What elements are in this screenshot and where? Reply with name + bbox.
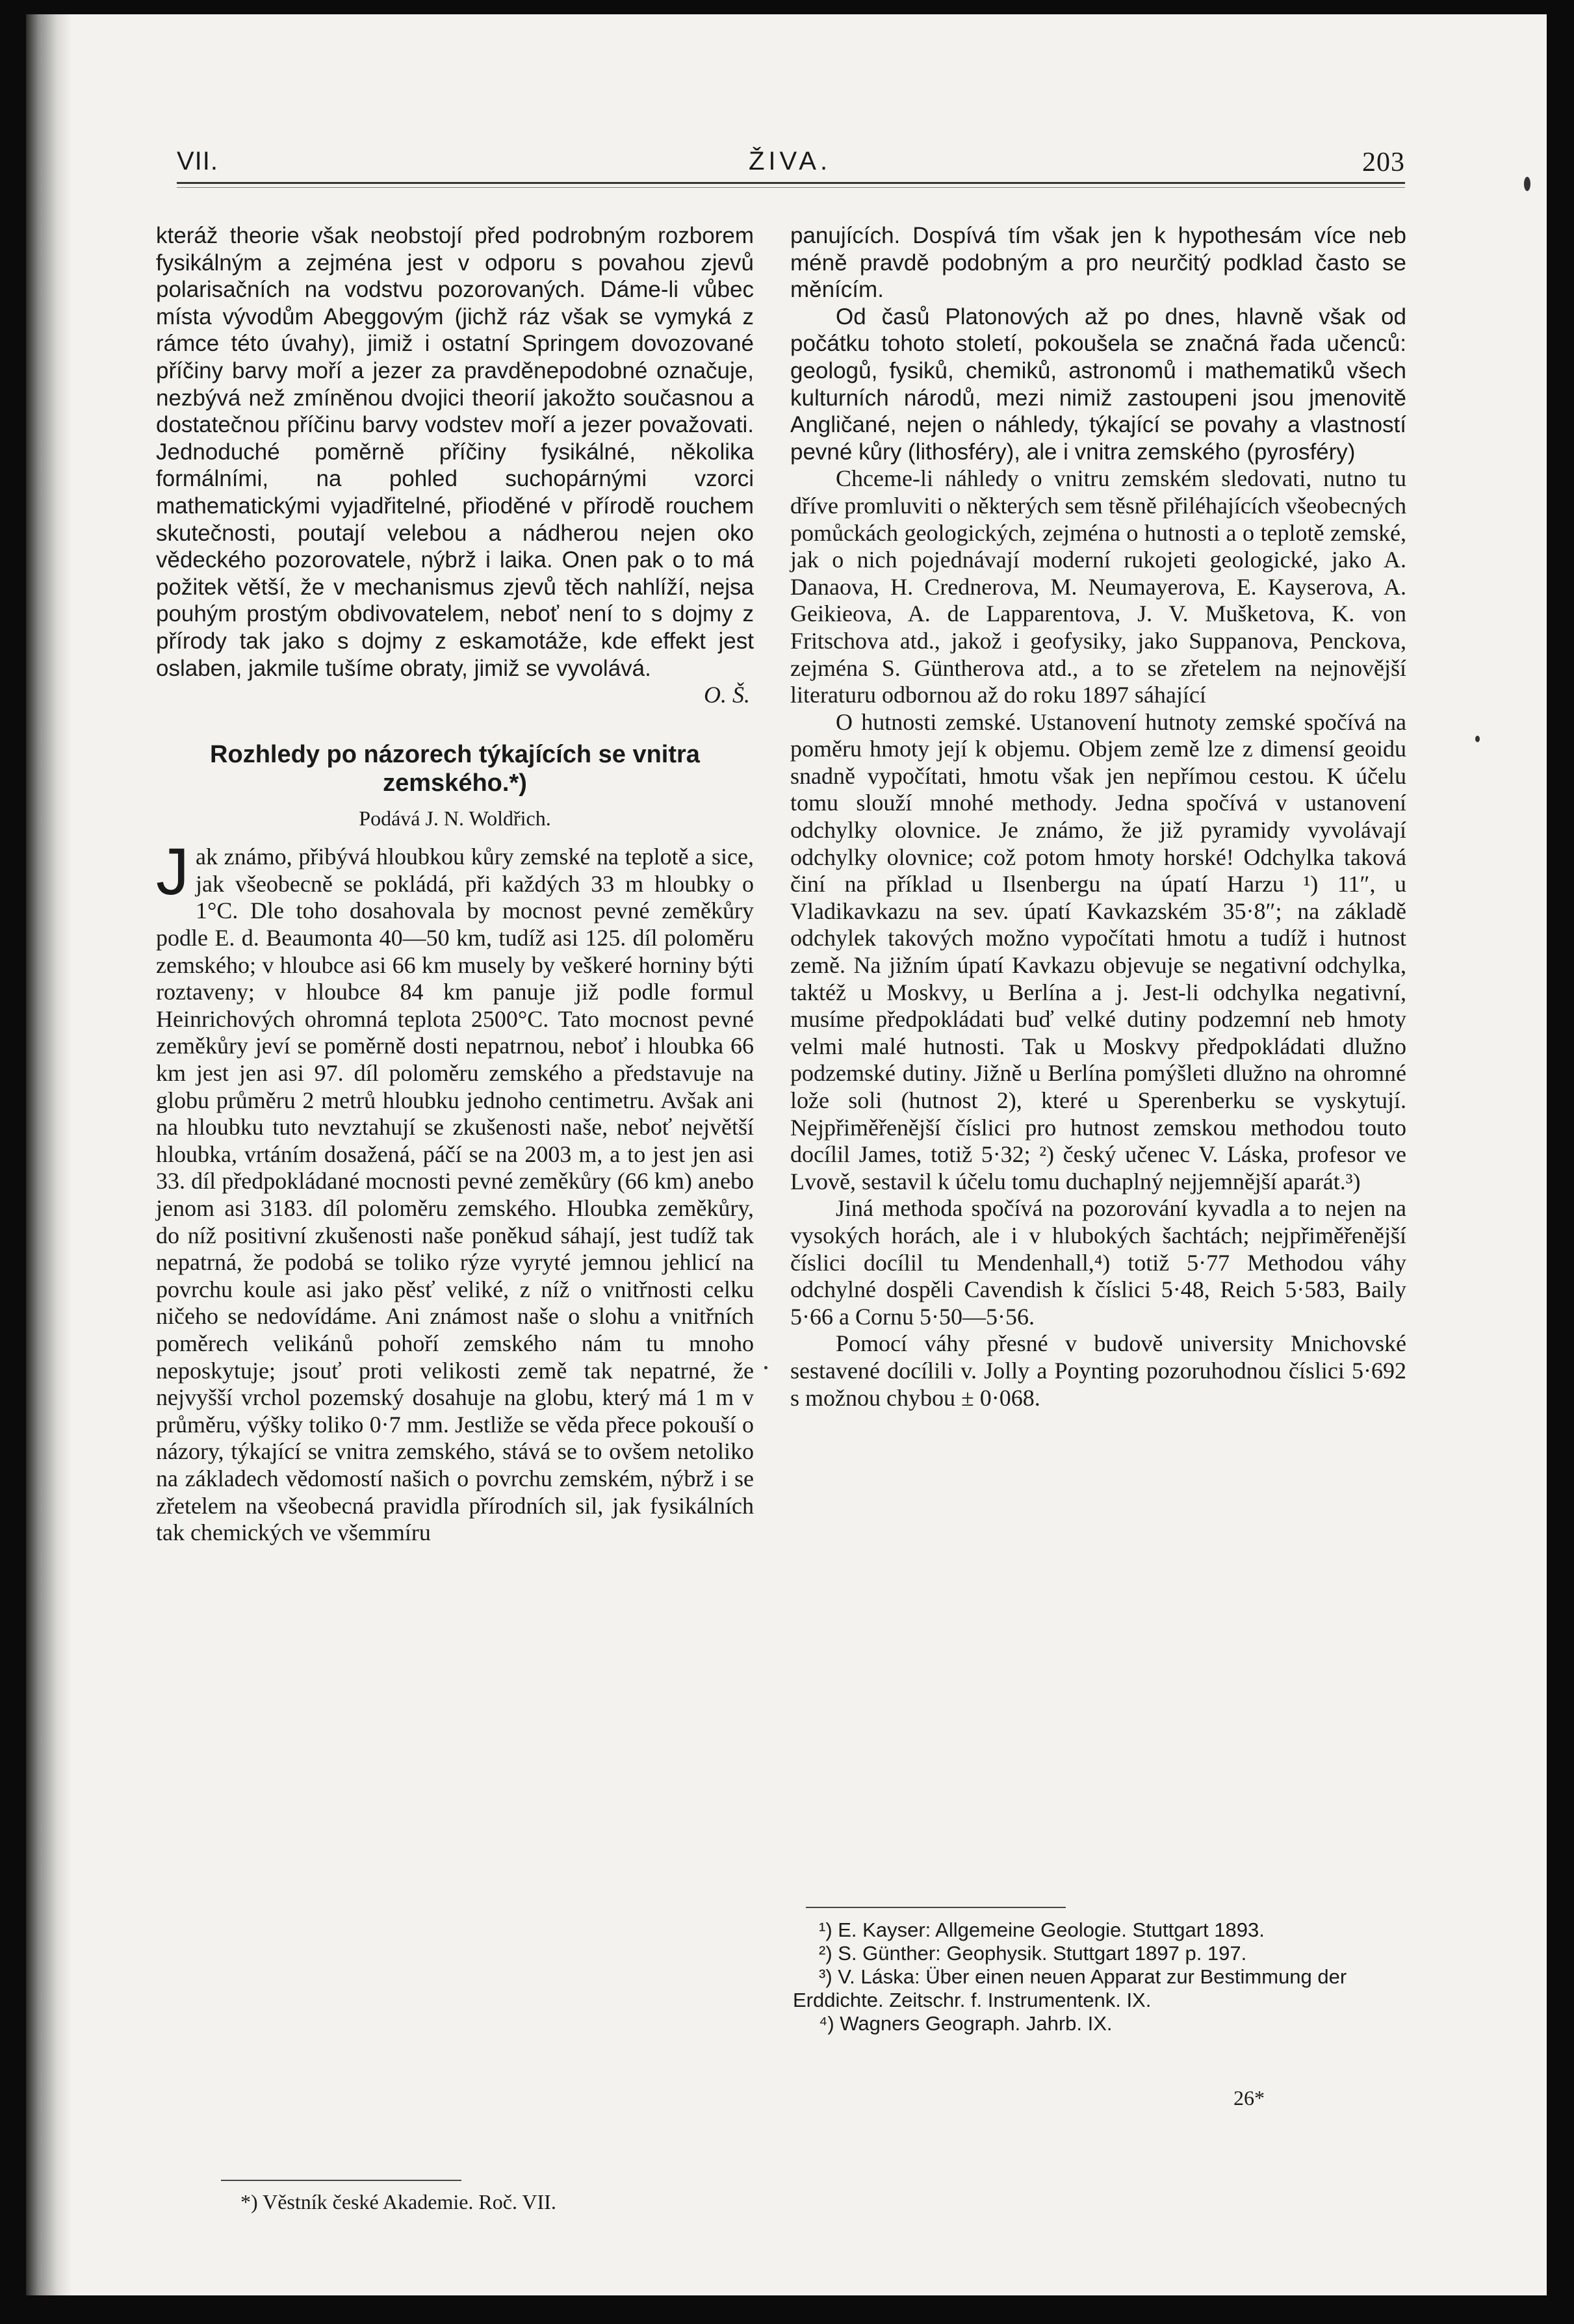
header-rule: [177, 182, 1405, 184]
article-signature: O. Š.: [704, 682, 750, 708]
running-header: [177, 136, 1405, 182]
header-rule-thin: [177, 187, 1405, 188]
footnote-2: ²) S. Günther: Geophysik. Stuttgart 1897 p. 197.: [819, 1942, 1247, 1965]
article-byline: Podává J. N. Woldřich.: [359, 806, 551, 830]
printer-signature-mark: 26*: [1233, 2086, 1265, 2110]
left-paragraph-1: kteráž theorie však neobstojí před podrobným rozborem fysikálným a zejména jest v odporu s povahou zjevů polarisačních na vodstvu pozorovaných. Dáme-li vůbec místa vývodům Abeggovým (jichž ráz však se vymyká z rámce této úvahy), jimiž i ostatní Springem dovozované příčiny barvy moří a jezer za pravděnepodobné označuje, nezbývá než zmíněnou dvojici theorií jakožto současnou a dostatečnou příčinu barvy vodstev moří a jezer považovati. Jednoduché poměrně příčiny fysikálné, několika formálními, na pohled suchopárnými vzorci mathematickými vyjadřitelné, přioděné v přírodě rouchem skutečnosti, poutají velebou a nádherou nejen oko vědeckého pozorovatele, nýbrž i laika. Onen pak o to má požitek větší, že v mechanismus zjevů těch nahlíží, nejsa pouhým prostým obdivovatelem, neboť není to s dojmy z přírody tak jako s dojmy z eskamotáže, kde effekt jest oslaben, jakmile tušíme obraty, jimiž se vyvolává.: [156, 223, 754, 681]
right-footnotes: [793, 1918, 1404, 2035]
right-paragraph-4: O hutnosti zemské. Ustanovení hutnoty zemské spočívá na poměru hmoty její k objemu. Objem země lze z dimensí geoidu snadně vypočítati, hmotu však jen nepřímou cestou. K účelu tomu slouží mnohé methody. Jedna spočívá v ustanovení odchylky olovnice. Je známo, že již pyramidy vyvolávají odchylky olovnice; což potom hmoty horské! Odchylka taková činí na příklad u Ilsenbergu na úpatí Harzu ¹) 11″, u Vladikavkazu na sev. úpatí Kavkazském 35·8″; na základě odchylek takových možno vypočítati hmotu a tudíž i hutnost země. Na jižním úpatí Kavkazu objevuje se negativní odchylka, taktéž u Moskvy, u Berlína a j. Jest-li odchylka negativní, musíme předpokládati buď velké dutiny podzemní neb hmoty velmi malé hutnosti. Tak u Moskvy předpokládati dlužno podzemské dutiny. Jižně u Berlína pomýšleti dlužno na ohromné lože soli (hutnost 2), které u Sperenberku se vyskytují. Nejpřiměřenější číslici pro hutnost zemskou methodou touto docílil James, totiž 5·32; ²) český učenec V. Láska, profesor ve Lvově, sestavil k účelu tomu duchaplný nejjemnější aparát.³): [790, 708, 1406, 1194]
footnote-3: ³) V. Láska: Über einen neuen Apparat zur Bestimmung der Erddichte. Zeitschr. f. Instrumentenk. IX.: [793, 1965, 1347, 2011]
article-heading: Rozhledy po názorech týkajících se vnitra zemského.*): [210, 740, 700, 797]
right-paragraph-6: Pomocí váhy přesné v budově university Mnichovské sestavené docílili v. Jolly a Poynting pozoruhodnou číslici 5·692 s možnou chybou ± 0·068.: [790, 1330, 1406, 1411]
scan-speck: [764, 1366, 768, 1369]
journal-title: ŽIVA.: [749, 147, 832, 175]
binding-shadow: [26, 14, 71, 2295]
right-paragraph-2: Od časů Platonových až po dnes, hlavně však od počátku tohoto století, pokoušela se značná řada učenců: geologů, fysiků, chemiků, astronomů i mathematiků všech kulturních národů, mezi nimiž zastoupeni jsou jmenovitě Angličané, nejen o náhledy, týkající se povahy a vlastností pevné kůry (lithosféry), ale i vnitra zemského (pyrosféry): [790, 303, 1406, 465]
left-footnote: *) Věstník české Akademie. Roč. VII.: [240, 2190, 556, 2214]
left-footnote-rule: [221, 2180, 461, 2181]
left-column: [156, 222, 754, 1547]
right-paragraph-5: Jiná methoda spočívá na pozorování kyvadla a to nejen na vysokých horách, ale i v hlubokých šachtách; nejpřiměřenější číslici docílil tu Mendenhall,⁴) totiž 5·77 Methodou váhy odchylné dospěli Cavendish k číslici 5·48, Reich 5·583, Baily 5·66 a Cornu 5·50—5·56.: [790, 1195, 1406, 1330]
scan-speck: [1524, 177, 1530, 191]
volume-number: VII.: [177, 147, 219, 175]
right-paragraph-3: Chceme-li náhledy o vnitru zemském sledovati, nutno tu dříve promluviti o některých sem těsně přiléhajících všeobecných pomůckách geologických, zejména o hutnosti a o teplotě zemské, jak o nich pojednávají moderní rukojeti geologické, jako A. Danaova, H. Crednerova, M. Neumayerova, E. Kayserova, A. Geikieova, A. de Lapparentova, J. V. Mušketova, K. von Fritschova atd., jakož i geofysiky, jako Suppanova, Penckova, zejména S. Güntherova atd., a to se zřetelem na nejnovější literaturu odbornou až do roku 1897 sáhající: [790, 465, 1406, 708]
right-footnote-rule: [806, 1907, 1066, 1908]
page-number: 203: [1362, 148, 1405, 177]
scanned-page: [26, 14, 1547, 2295]
footnote-4: ⁴) Wagners Geograph. Jahrb. IX.: [819, 2012, 1113, 2035]
footnote-1: ¹) E. Kayser: Allgemeine Geologie. Stuttgart 1893.: [819, 1918, 1265, 1941]
scan-speck: [1475, 736, 1480, 742]
right-paragraph-1: panujících. Dospívá tím však jen k hypothesám více neb méně pravdě podobným a pro neurčitý podklad často se měnícím.: [790, 223, 1406, 303]
left-paragraph-2: Jak známo, přibývá hloubkou kůry zemské na teplotě a sice, jak všeobecně se pokládá, při každých 33 m hloubky o 1°C. Dle toho dosahovala by mocnost pevné zeměkůry podle E. d. Beaumonta 40—50 km, tudíž asi 125. díl poloměru zemského; v hloubce asi 66 km musely by veškeré horniny býti roztaveny; v hloubce 84 km panuje již podle formul Heinrichových ohromná teplota 2500°C. Tato mocnost pevné zeměkůry jeví se poměrně dosti nepatrnou, neboť i hloubka 66 km jest jen asi 97. díl poloměru zemského a představuje na globu průměru 2 metrů hloubku jednoho centimetru. Avšak ani na hloubku tuto nevztahují se zkušenosti naše, neboť největší hloubka, vrtáním dosažená, páčí se na 2003 m, a to jest jen asi 33. díl předpokládané mocnosti pevné zeměkůry (66 km) anebo jenom asi 3183. díl poloměru zemského. Hloubka zeměkůry, do níž positivní zkušenosti naše poněkud sáhají, jest tudíž tak nepatrná, že podobá se toliko rýze vyryté jemnou jehlicí na povrchu koule asi jako pěsť veliké, z níž o vnitřnosti celku ničeho se nedovídáme. Ani známost naše o slohu a vnitřních poměrech velikánů pohoří zemského nám tu mnoho neposkytuje; jsouť proti velikosti země tak nepatrné, že nejvyšší vrchol pozemský dosahuje na globu, který má 1 m v průměru, výšky toliko 0·7 mm. Jestliže se věda přece pokouší o názory, týkající se vnitra zemského, stává se to ovšem netoliko na základech vědomostí našich o povrchu zemském, nýbrž i se zřetelem na všeobecná pravidla přírodních sil, jak fysikálních tak chemických ve všemmíru: [156, 834, 754, 1546]
right-column: [790, 222, 1406, 1412]
